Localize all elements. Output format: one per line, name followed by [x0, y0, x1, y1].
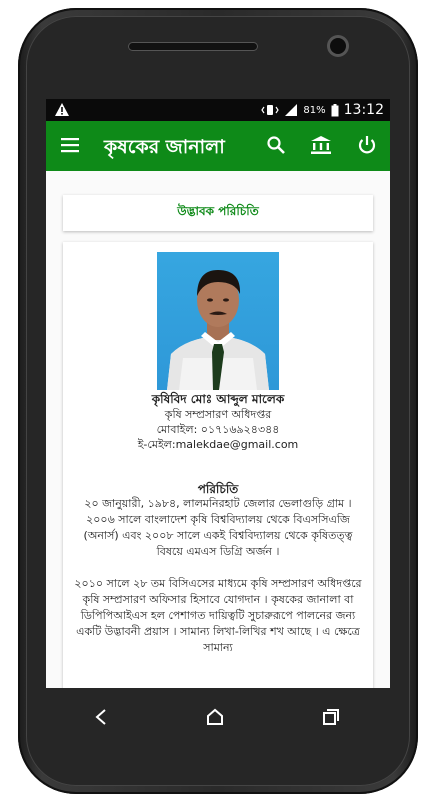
bio-title: পরিচিতি: [197, 482, 239, 496]
battery-percent: 81%: [303, 104, 326, 116]
app-screen: [46, 99, 390, 688]
profile-card: [63, 242, 373, 688]
bio-paragraph: ২০১০ সালে ২৮ তম বিসিএসের মাধ্যমে কৃষি সম্প্রসারণ অধিদপ্তরে কৃষি সম্প্রসারণ অফিসার হিসাবে যোগদান । কৃষকের জানালা বা ডিপিপিআইএস হল পেশাগত দায়িত্বটি সুচারুরূপে পালনের জন্য একটি উদ্ভাবনী প্রয়াস । সামান্য লিখা-লিখির শখ আছে । এ ক্ষেত্রে সামান্য: [74, 577, 362, 654]
power-icon[interactable]: [357, 135, 377, 155]
bio-paragraph: ২০ জানুয়ারী, ১৯৮৪, লালমনিরহাট জেলার ভেলাগুড়ি গ্রাম । ২০০৬ সালে বাংলাদেশ কৃষি বিশ্ববিদ্যালয় থেকে বিএসসিএজি (অনার্স) এবং ২০০৮ সালে একই বিশ্ববিদ্যালয় থেকে কৃষিতত্ত্ব বিষয়ে এমএস ডিগ্রি অর্জন ।: [83, 497, 353, 558]
bio-text: [69, 496, 367, 672]
profile-photo: [157, 252, 279, 390]
profile-email[interactable]: ই-মেইল:malekdae@gmail.com: [137, 438, 299, 451]
profile-name: কৃষিবিদ মোঃ আব্দুল মালেক: [151, 392, 285, 406]
front-camera: [330, 38, 346, 54]
app-title: কৃষকের জানালা: [104, 136, 225, 158]
warning-icon: [54, 102, 70, 117]
app-toolbar: [46, 121, 390, 171]
bank-icon[interactable]: [310, 135, 332, 155]
innovator-intro-header: [63, 195, 373, 231]
status-bar: [46, 99, 390, 121]
battery-icon: [331, 104, 339, 117]
status-clock: 13:12: [343, 102, 384, 118]
navigation-bar: [46, 688, 390, 748]
innovator-intro-label: উদ্ভাবক পরিচিতি: [177, 204, 259, 218]
home-icon[interactable]: [206, 708, 224, 726]
menu-icon[interactable]: [61, 137, 81, 153]
person-portrait-icon: [157, 252, 279, 390]
earpiece: [128, 42, 258, 51]
profile-mobile[interactable]: মোবাইল: ০১৭১৬৯২৪৩৪৪: [156, 423, 280, 436]
profile-department: কৃষি সম্প্রসারণ অধিদপ্তর: [164, 408, 272, 421]
search-icon[interactable]: [266, 135, 286, 155]
vibrate-icon: [261, 104, 279, 116]
signal-icon: [284, 104, 298, 116]
profile-info: [63, 392, 373, 452]
content-area[interactable]: [46, 171, 390, 688]
back-icon[interactable]: [94, 708, 108, 726]
recents-icon[interactable]: [322, 708, 340, 726]
